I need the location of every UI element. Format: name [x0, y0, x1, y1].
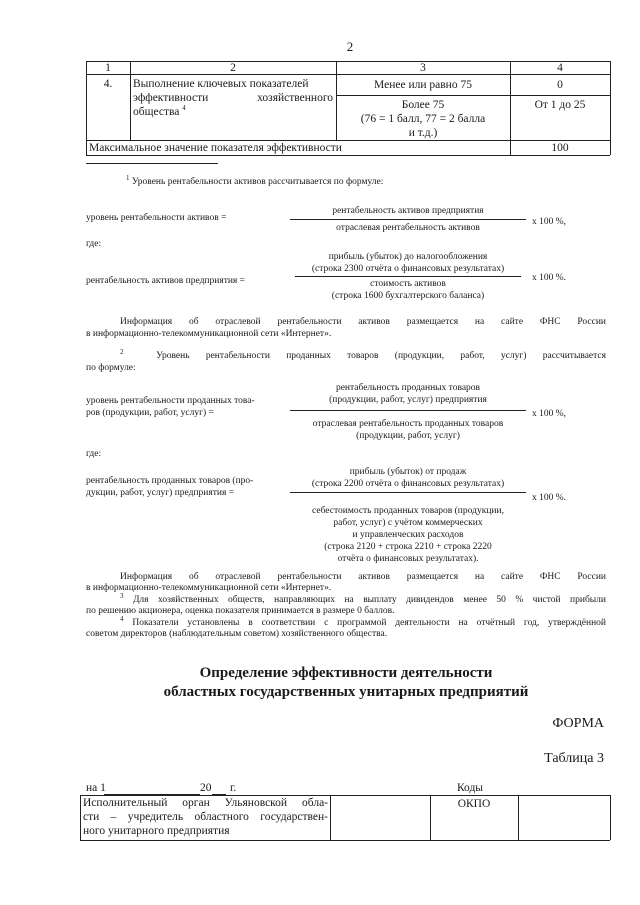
formula-1-numerator: рентабельность активов предприятия	[332, 206, 484, 216]
col-header-4: 4	[557, 62, 563, 74]
founder-label: Исполнительный орган Ульяновской обла- сти – учредитель областного государствен- ного унитарного предприятия	[83, 797, 328, 837]
formula-2-multiplier: x 100 %.	[532, 273, 567, 283]
max-value: 100	[551, 142, 569, 154]
score-1: 0	[557, 79, 563, 91]
col-header-2: 2	[230, 62, 236, 74]
formula-3-left: уровень рентабельности проданных това- ров (продукции, работ, услуг) =	[86, 396, 255, 418]
formula-1-denominator: отраслевая рентабельность активов	[336, 223, 480, 233]
where-2: где:	[86, 449, 102, 459]
section-heading: Определение эффективности деятельности областных государственных унитарных предприятий	[163, 665, 529, 700]
formula-2-left: рентабельность активов предприятия =	[86, 276, 246, 286]
date-year: 20	[200, 782, 212, 794]
indicator-name: Выполнение ключевых показателей эффективности хозяйственного общества $^4$	[133, 78, 333, 118]
formula-4-denominator: себестоимость проданных товаров (продукции, работ, услуг) с учётом коммерческих и управленческих расходов (строка 2120 + строка 2210 + строка 2220 отчёта о финансовых результатах).	[312, 506, 504, 564]
info-1-line2: в информационно-телекоммуникационной сети «Интернет».	[86, 329, 332, 339]
formula-4-left: рентабельность проданных товаров (про- дукции, работ, услуг) предприятия =	[86, 476, 254, 498]
max-value-label: Максимальное значение показателя эффективности	[89, 142, 342, 154]
date-prefix: на 1	[86, 782, 106, 794]
formula-3-numerator: рентабельность проданных товаров (продукции, работ, услуг) предприятия	[329, 383, 487, 405]
info-2-line1: Информация об отраслевой рентабельности активов размещается на сайте ФНС России	[120, 572, 606, 582]
codes-label: Коды	[456, 782, 484, 794]
okpo-label: ОКПО	[457, 798, 491, 810]
formula-1-multiplier: x 100 %,	[532, 217, 567, 227]
forma-label: ФОРМА	[552, 716, 604, 731]
footnote-separator	[86, 163, 218, 164]
formula-2-numerator: прибыль (убыток) до налогообложения (строка 2300 отчёта о финансовых результатах)	[311, 252, 505, 274]
okpo-value-field[interactable]	[519, 796, 609, 839]
table-3-label: Таблица 3	[544, 751, 604, 766]
page-number: 2	[346, 39, 354, 54]
formula-4-numerator: прибыль (убыток) от продаж (строка 2200 отчёта о финансовых результатах)	[311, 467, 505, 489]
where-1: где:	[86, 239, 102, 249]
row-number: 4.	[103, 78, 113, 90]
formula-3-multiplier: x 100 %,	[532, 409, 567, 419]
score-2: От 1 до 25	[534, 99, 586, 111]
col-header-1: 1	[105, 62, 111, 74]
info-2-line2: в информационно-телекоммуникационной сети «Интернет».	[86, 583, 332, 593]
formula-1-left: уровень рентабельности активов =	[86, 213, 227, 223]
condition-2: Более 75 (76 = 1 балл, 77 = 2 балла и т.д.)	[360, 99, 486, 139]
condition-1: Менее или равно 75	[374, 79, 472, 91]
info-1-line1: Информация об отраслевой рентабельности активов размещается на сайте ФНС России	[120, 317, 606, 327]
formula-2-denominator: стоимость активов (строка 1600 бухгалтерского баланса)	[331, 279, 485, 301]
formula-3-denominator: отраслевая рентабельность проданных товаров (продукции, работ, услуг)	[312, 419, 504, 441]
formula-4-multiplier: x 100 %.	[532, 493, 567, 503]
col-header-3: 3	[420, 62, 426, 74]
date-suffix: г.	[230, 782, 237, 794]
